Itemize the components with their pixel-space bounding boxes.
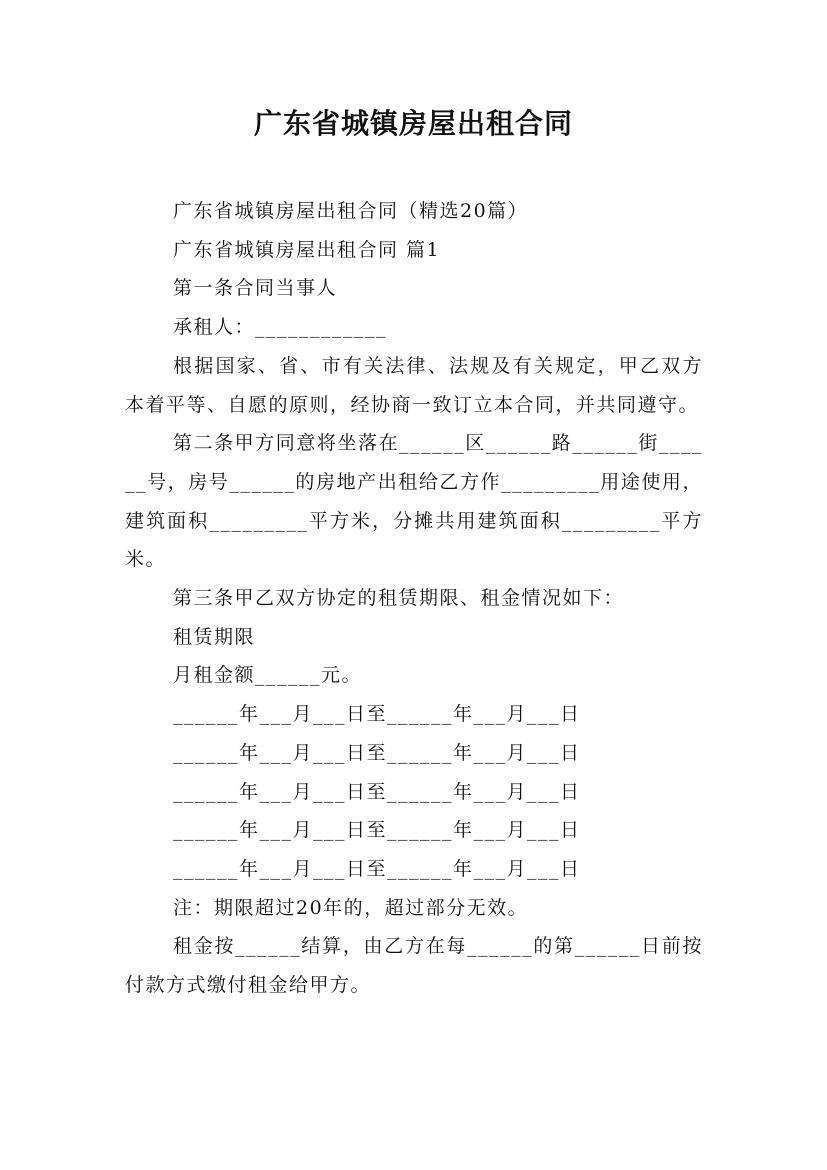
document-title: 广东省城镇房屋出租合同 <box>253 107 573 140</box>
paragraph-period-3: ______年___月___日至______年___月___日 <box>173 780 581 803</box>
paragraph-period-4: ______年___月___日至______年___月___日 <box>173 819 581 842</box>
paragraph-monthly-rent: 月租金额______元。 <box>173 664 363 687</box>
paragraph-preamble: 根据国家、省、市有关法律、法规及有关规定，甲乙双方本着平等、自愿的原则，经协商一致订立本合同，并共同遵守。 <box>125 354 703 416</box>
document-body <box>125 192 703 1005</box>
paragraph-period-5: ______年___月___日至______年___月___日 <box>173 857 581 880</box>
paragraph-note: 注：期限超过20年的，超过部分无效。 <box>173 896 529 919</box>
paragraph-section-heading: 广东省城镇房屋出租合同 篇1 <box>173 238 441 261</box>
paragraph-payment: 租金按______结算，由乙方在每______的第______日前按付款方式缴付租金给甲方。 <box>125 935 703 997</box>
paragraph-article-3: 第三条甲乙双方协定的租赁期限、租金情况如下： <box>173 587 625 610</box>
paragraph-period-2: ______年___月___日至______年___月___日 <box>173 741 581 764</box>
paragraph-period-1: ______年___月___日至______年___月___日 <box>173 703 581 726</box>
paragraph-lease-term: 租赁期限 <box>173 625 256 648</box>
paragraph-subtitle: 广东省城镇房屋出租合同（精选20篇） <box>173 200 529 222</box>
paragraph-article-1: 第一条合同当事人 <box>173 277 338 300</box>
paragraph-article-2: 第二条甲方同意将坐落在______区______路______街______号，房号______的房地产出租给乙方作_________用途使用，建筑面积_________平方米，分摊共用建筑面积_________平方米。 <box>125 432 703 571</box>
paragraph-lessee: 承租人：____________ <box>173 316 388 339</box>
